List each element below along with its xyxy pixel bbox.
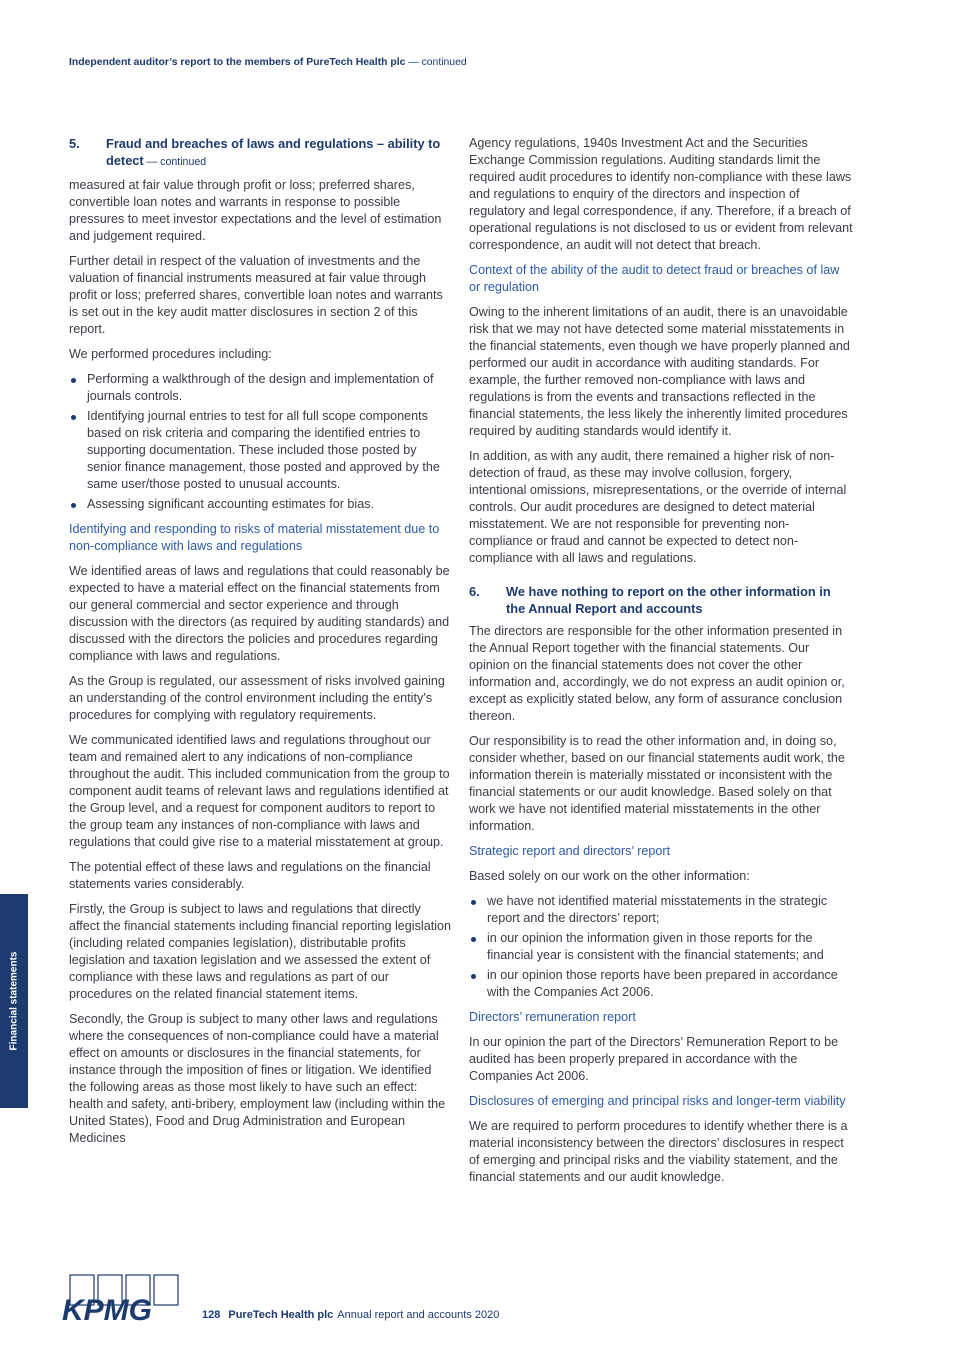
section-side-tab — [0, 894, 28, 1108]
paragraph: In our opinion the part of the Directors’ Remuneration Report to be audited has been properly prepared in accordance with the Companies Act 2006. — [469, 1035, 839, 1083]
running-header — [69, 57, 467, 68]
footer-company: PureTech Health plc — [228, 1309, 334, 1321]
paragraph: Firstly, the Group is subject to laws and regulations that directly affect the financial statements including financial reporting legislation (including related companies legislation), distributable profits legislation and taxation legislation and we assessed the extent of compliance with these laws and regulations as part of our procedures on the related financial statement items. — [69, 902, 452, 1001]
paragraph: Agency regulations, 1940s Investment Act and the Securities Exchange Commission regulations. Auditing standards limit the required audit procedures to identify non-compliance with these laws and regulations to enquiry of the directors and inspection of regulatory and legal correspondence, if any. Therefore, if a breach of operational regulations is not disclosed to us or evident from relevant correspondence, an audit will not detect that breach. — [469, 136, 853, 252]
list-item: we have not identified material misstatements in the strategic report and the directors’ report; — [469, 893, 853, 927]
paragraph: The directors are responsible for the other information presented in the Annual Report together with the financial statements. Our opinion on the financial statements does not cover the other information and, accordingly, we do not express an audit opinion or, except as explicitly stated below, any form of assurance conclusion thereon. — [469, 624, 845, 723]
paragraph: As the Group is regulated, our assessment of risks involved gaining an understanding of the control environment including the entity’s procedures for complying with regulatory requirements. — [69, 674, 445, 722]
section-5-heading — [69, 135, 451, 171]
logo-text: KPMG — [62, 1294, 152, 1324]
paragraph: We are required to perform procedures to identify whether there is a material inconsistency between the directors’ disclosures in respect of emerging and principal risks and the viability statement, and the financial statements and our audit knowledge. — [469, 1119, 848, 1184]
paragraph: We identified areas of laws and regulations that could reasonably be expected to have a material effect on the financial statements from our general commercial and sector experience and through discussion with the directors (as required by auditing standards) and discussed with the directors the policies and procedures regarding compliance with laws and regulations. — [69, 564, 450, 663]
other-info-list — [469, 893, 853, 1001]
subheading: Context of the ability of the audit to detect fraud or breaches of law or regulation — [469, 263, 840, 294]
header-title: Independent auditor’s report to the members of PureTech Health plc — [69, 57, 406, 68]
section-title: Fraud and breaches of laws and regulations – ability to detect — [106, 136, 441, 168]
list-item: in our opinion those reports have been prepared in accordance with the Companies Act 2006. — [469, 967, 853, 1001]
section-title: We have nothing to report on the other information in the Annual Report and accounts — [506, 584, 831, 616]
list-item: Assessing significant accounting estimates for bias. — [69, 496, 451, 513]
list-item: Performing a walkthrough of the design and implementation of journals controls. — [69, 371, 451, 405]
paragraph: Our responsibility is to read the other information and, in doing so, consider whether, based on our financial statements audit work, the information therein is materially misstated or inconsistent with the financial statements or our audit knowledge. Based solely on that work we have not identified material misstatements in the other information. — [469, 734, 845, 833]
paragraph: In addition, as with any audit, there remained a higher risk of non-detection of fraud, as these may involve collusion, forgery, intentional omissions, misrepresentations, or the override of internal controls. Our audit procedures are designed to detect material misstatement. We are not responsible for preventing non-compliance or fraud and cannot be expected to detect non-compliance with all laws and regulations. — [469, 449, 847, 565]
footer-report: Annual report and accounts 2020 — [337, 1309, 500, 1321]
section-number: 6. — [469, 584, 480, 599]
section-continued: — continued — [143, 156, 207, 168]
paragraph: We communicated identified laws and regulations throughout our team and remained alert to any indications of non-compliance throughout the audit. This included communication from the group to component audit teams of relevant laws and regulations identified at the Group level, and a request for component auditors to report to the group team any instances of non-compliance with laws and regulations that could give rise to a material misstatement at group. — [69, 733, 450, 849]
paragraph: Further detail in respect of the valuation of investments and the valuation of financial instruments measured at fair value through profit or loss; preferred shares, convertible loan notes and warrants is set out in the key audit matter disclosures in section 2 of this report. — [69, 254, 443, 336]
section-6-heading — [469, 583, 853, 617]
header-continued: — continued — [405, 57, 467, 68]
subheading: Directors’ remuneration report — [469, 1010, 636, 1024]
kpmg-logo — [62, 1274, 180, 1324]
paragraph: Owing to the inherent limitations of an audit, there is an unavoidable risk that we may not have detected some material misstatements in the financial statements, even though we have properly planned and performed our audit in accordance with auditing standards. For example, the further removed non-compliance with laws and regulations is from the events and transactions reflected in the financial statements, the less likely the inherently limited procedures required by auditing standards would identify it. — [469, 305, 850, 438]
paragraph: We performed procedures including: — [69, 347, 272, 361]
page-number: 128 — [202, 1309, 221, 1321]
list-item: in our opinion the information given in those reports for the financial year is consistent with the financial statements; and — [469, 930, 853, 964]
left-column — [69, 135, 451, 1155]
page-footer — [202, 1309, 499, 1321]
subheading: Strategic report and directors’ report — [469, 844, 671, 858]
subheading: Identifying and responding to risks of material misstatement due to non-compliance with laws and regulations — [69, 522, 440, 553]
paragraph: The potential effect of these laws and regulations on the financial statements varies considerably. — [69, 860, 431, 891]
side-tab-label: Financial statements — [8, 951, 20, 1051]
procedures-list — [69, 371, 451, 513]
right-column — [469, 135, 853, 1194]
list-item: Identifying journal entries to test for all full scope components based on risk criteria and comparing the identified entries to supporting documentation. These included those posted by senior finance management, those posted and approved by the same user/those posted to unusual accounts. — [69, 408, 451, 493]
paragraph: measured at fair value through profit or loss; preferred shares, convertible loan notes and warrants in response to possible pressures to meet investor expectations and the level of estimation and judgement required. — [69, 178, 442, 243]
paragraph: Based solely on our work on the other information: — [469, 869, 750, 883]
subheading: Disclosures of emerging and principal risks and longer-term viability — [469, 1094, 846, 1108]
paragraph: Secondly, the Group is subject to many other laws and regulations where the consequences of non-compliance could have a material effect on amounts or disclosures in the financial statements, for instance through the imposition of fines or litigation. We identified the following areas as those most likely to have such an effect: health and safety, anti-bribery, employment law (including within the United States), Food and Drug Administration and European Medicines — [69, 1012, 446, 1145]
section-number: 5. — [69, 136, 80, 151]
